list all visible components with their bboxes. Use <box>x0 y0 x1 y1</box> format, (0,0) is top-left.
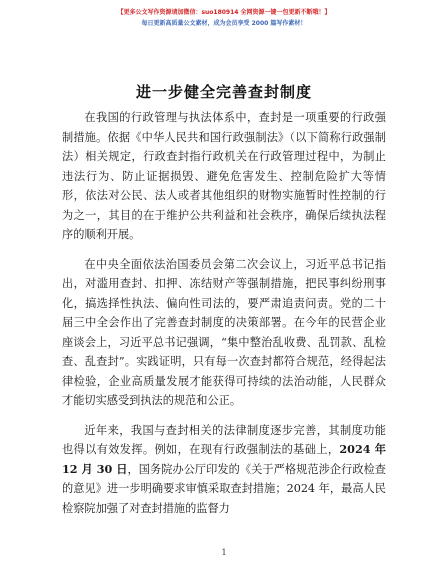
paragraph-3-text-end: ，国务院办公厅印发的《关于严格规范涉企行政检查的意见》进一步明确要求审慎采取查封措施；2024 年，最高人民检察院加强了对查封措施的监督力 <box>62 462 386 515</box>
page-number: 1 <box>221 548 227 557</box>
promo-banner-line-1: 【更多公文写作资源请加微信：suo180914 全网资源一键一包更新不断哦！】 <box>117 9 331 16</box>
paragraph-3-date: 2024 年 12 月 30 日 <box>62 442 386 476</box>
document-body <box>62 108 386 528</box>
paragraph-3-text-start: 近年来，我国与查封相关的法律制度逐步完善，其制度功能也得以有效发挥。例如，在现有行政强制法的基础上， <box>62 423 386 456</box>
promo-banner-line-2: 每日更新高质量公文素材，成为会员享受 2000 篇写作素材！ <box>141 20 307 27</box>
paragraph-1: 在我国的行政管理与执法体系中，查封是一项重要的行政强制措施。依据《中华人民共和国行政强制法》（以下简称行政强制法）相关规定，行政查封指行政机关在行政管理过程中，为制止违法行为、防止证据损毁、避免危害发生、控制危险扩大等情形，依法对公民、法人或者其他组织的财物实施暂时性控制的行为之一，其目的在于维护公共利益和社会秩序，确保后续执法程序的顺利开展。 <box>62 111 386 241</box>
paragraph-3 <box>62 421 386 519</box>
document-title: 进一步健全完善查封制度 <box>135 83 312 101</box>
paragraph-2: 在中央全面依法治国委员会第二次会议上，习近平总书记指出，对滥用查封、扣押、冻结财产等强制措施，把民事纠纷刑事化，搞选择性执法、偏向性司法的，要严肃追责问责。党的二十届三中全会作出了完善查封制度的决策部署。在今年的民营企业座谈会上，习近平总书记强调，“集中整治乱收费、乱罚款、乱检查、乱查封”。实践证明，只有每一次查封都符合规范，经得起法律检验，企业高质量发展才能获得可持续的法治动能，人民群众才能切实感受到执法的规范和公正。 <box>62 257 386 407</box>
